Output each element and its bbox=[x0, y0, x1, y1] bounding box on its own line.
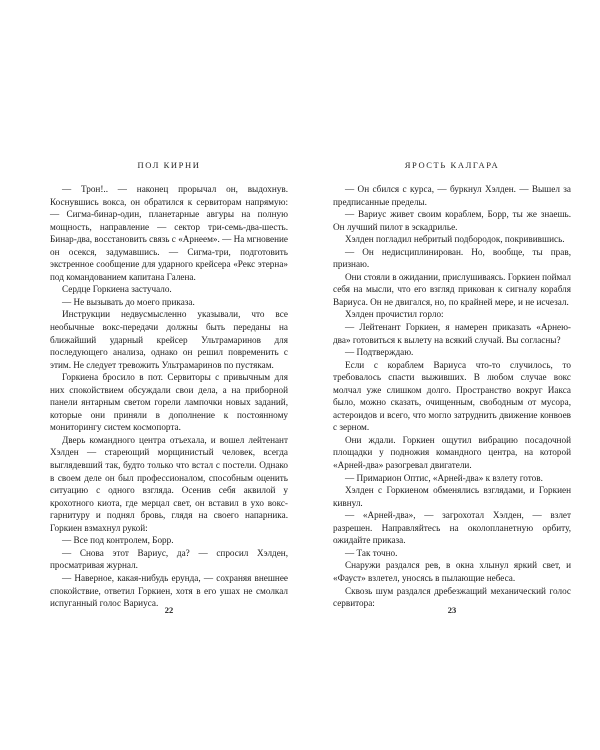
right-paragraph: Хэлден погладил небритый подбородок, покривившись. bbox=[345, 234, 565, 245]
right-paragraph: — Примарион Оптис, «Арней-два» к взлету готов. bbox=[345, 472, 543, 483]
left-paragraph: — Все под контролем, Борр. bbox=[62, 535, 174, 546]
left-paragraph: — Трон!.. — наконец прорычал он, выдохнув. Коснувшись вокса, он обратился к сервиторам напрямую: — Сигма-бинар-один, планетарные авгуры на полную мощность, направление — сектор три-семь-два-шесть. Бинар-два, восстановить связь с «Арнеем». — На мгновение он осекся, задумавшись. — Сигма-три, подготовить экстренное сообщение для ударного крейсера «Рекс этерна» под командованием капитана Галена. bbox=[50, 184, 288, 282]
left-paragraph: — Не вызывать до моего приказа. bbox=[62, 296, 195, 307]
left-paragraph: Дверь командного центра отъехала, и вошел лейтенант Хэлден — стареющий морщинистый человек, всегда выглядевший так, будто только что встал с постели. Однако в своем деле он был профессионалом, способным оценить ситуацию с одного взгляда. Осенив себя аквилой у крохотного киота, где мерцал свет, он вставил в ухо вокс-гарнитуру и поднял бровь, глядя на своего напарника. Горкиен взмахнул рукой: bbox=[50, 434, 288, 533]
left-page-number: 22 bbox=[164, 605, 174, 615]
right-paragraph: — Он сбился с курса, — буркнул Хэлден. — Вышел за предписанные пределы. bbox=[333, 184, 571, 207]
left-page bbox=[50, 160, 288, 615]
left-paragraph: Инструкции недвусмысленно указывали, что все необычные вокс-передачи должны быть переданы на ближайший ударный крейсер Ультрамаринов для последующего анализа, однако он решил повременить с этим. Не следует тревожить Ультрамаринов по пустякам. bbox=[50, 309, 288, 370]
right-paragraph: Они стояли в ожидании, прислушиваясь. Горкиен поймал себя на мысли, что его взгляд прикован к сигналу корабля Вариуса. Он не двигался, но, по крайней мере, и не исчезал. bbox=[333, 271, 571, 307]
left-paragraph: — Снова этот Вариус, да? — спросил Хэлден, просматривая журнал. bbox=[50, 547, 288, 571]
right-paragraph: — «Арней-два», — загрохотал Хэлден, — взлет разрешен. Направляйтесь на околопланетную орбиту, ожидайте приказа. bbox=[333, 510, 571, 546]
right-page-number: 23 bbox=[447, 605, 457, 615]
right-paragraph: — Так точно. bbox=[345, 547, 398, 558]
right-body-text bbox=[333, 183, 571, 610]
left-paragraph: Сердце Горкиена застучало. bbox=[62, 284, 172, 295]
left-paragraph: — Наверное, какая-нибудь ерунда, — сохраняя внешнее спокойствие, ответил Горкиен, хотя в его ушах не смолкал испуганный голос Вариуса. bbox=[50, 572, 288, 609]
right-paragraph: — Он недисциплинирован. Но, вообще, ты прав, признаю. bbox=[333, 246, 571, 270]
right-page bbox=[333, 160, 571, 615]
right-paragraph: — Вариус живет своим кораблем, Борр, ты же знаешь. Он лучший пилот в эскадрилье. bbox=[333, 209, 571, 232]
right-paragraph: Если с кораблем Вариуса что-то случилось, то требовалось спасти выживших. В любом случае вокс молчал уже слишком долго. Пространство вокруг Иакса было, можно сказать, очищенным, свободным от мусора, астероидов и всего, что могло затруднить движение конвоев с зерном. bbox=[333, 359, 571, 433]
right-paragraph: Сквозь шум раздался дребезжащий механический голос сервитора: bbox=[333, 585, 571, 609]
right-paragraph: — Подтверждаю. bbox=[345, 347, 414, 358]
left-paragraph: Горкиена бросило в пот. Сервиторы с привычным для них спокойствием обсуждали свои дела, а на приборной панели янтарным светом горели лампочки новых заданий, которые они приняли в дополнение к постоянному мониторингу систем космопорта. bbox=[50, 372, 288, 433]
right-paragraph: Хэлден прочистил горло: bbox=[345, 309, 444, 320]
left-running-head: ПОЛ КИРНИ bbox=[137, 160, 201, 170]
right-running-head: ЯРОСТЬ КАЛГАРА bbox=[404, 160, 500, 170]
right-paragraph: — Лейтенант Горкиен, я намерен приказать «Арнею-два» готовиться к вылету на всякий случай. Вы согласны? bbox=[333, 322, 571, 345]
right-paragraph: Они ждали. Горкиен ощутил вибрацию посадочной площадки у подножия командного центра, на которой «Арней-два» разогревал двигатели. bbox=[333, 434, 571, 471]
left-body-text bbox=[50, 183, 288, 610]
right-paragraph: Снаружи раздался рев, в окна хлынул яркий свет, и «Фауст» взлетел, уносясь в пылающие небеса. bbox=[333, 560, 571, 583]
right-paragraph: Хэлден с Горкиеном обменялись взглядами, и Горкиен кивнул. bbox=[333, 485, 571, 508]
